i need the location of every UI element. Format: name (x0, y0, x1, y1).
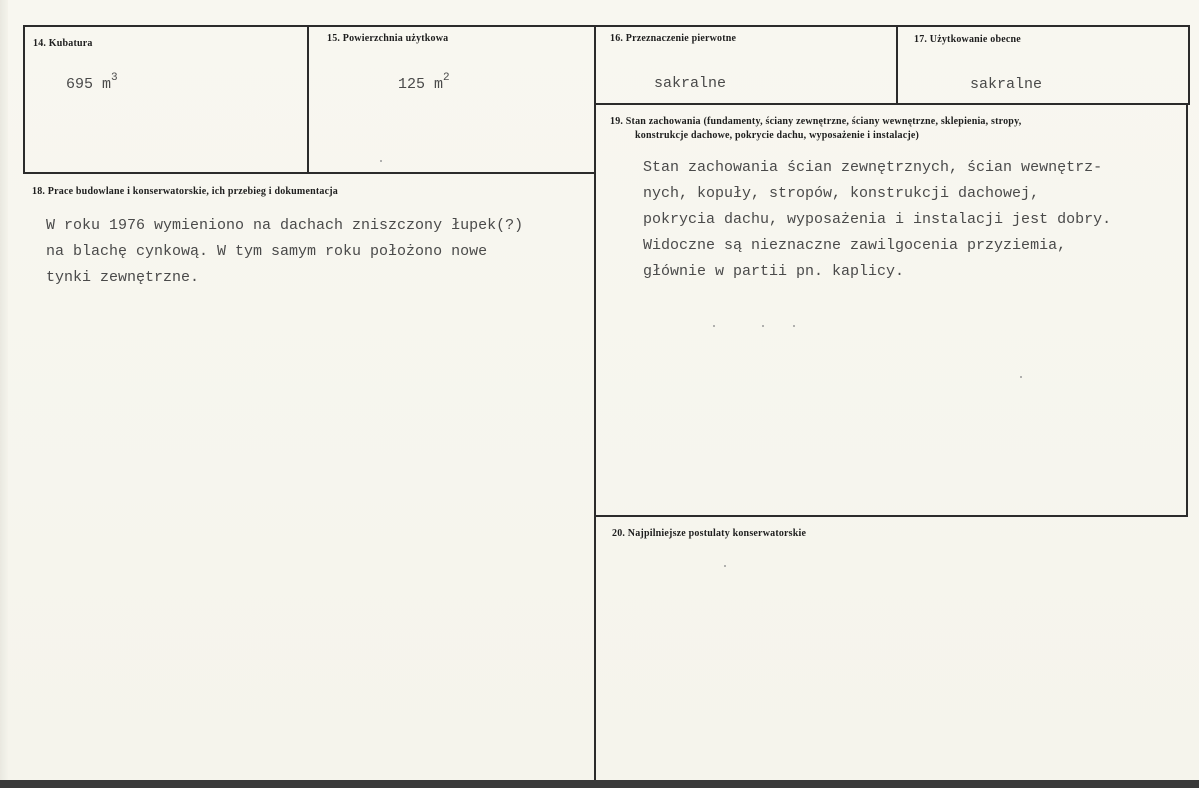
field-19-line: Widoczne są nieznaczne zawilgocenia przyziemia, (643, 237, 1067, 254)
sheet-bottom-edge (0, 780, 1199, 788)
field-18-text (46, 213, 523, 291)
field-20-label: 20. Najpilniejsze postulaty konserwatorskie (612, 528, 807, 539)
row-divider-left (24, 172, 596, 174)
field-18-line: tynki zewnętrzne. (46, 269, 200, 286)
column-divider-14-15 (307, 25, 309, 174)
field-17-value: sakralne (970, 76, 1043, 93)
field-19-line: pokrycia dachu, wyposażenia i instalacji jest dobry. (643, 211, 1112, 228)
field-14-exponent: 3 (111, 72, 118, 84)
field-19-line: nych, kopuły, stropów, konstrukcji dachowej, (643, 185, 1040, 202)
field-17-label: 17. Użytkowanie obecne (914, 34, 1021, 45)
row-divider-right-bottom (596, 515, 1188, 517)
row-divider-right-top (596, 103, 1190, 105)
paper-speck (713, 325, 715, 327)
field-15-value-text: 125 m (398, 76, 444, 93)
field-19-line: Stan zachowania ścian zewnętrznych, ścian wewnętrz- (643, 159, 1103, 176)
field-16-value: sakralne (654, 75, 727, 92)
paper-speck (724, 565, 726, 567)
field-18-label: 18. Prace budowlane i konserwatorskie, ich przebieg i dokumentacja (32, 186, 338, 197)
paper-speck (793, 325, 795, 327)
field-19-label-line1: 19. Stan zachowania (fundamenty, ściany zewnętrzne, ściany wewnętrzne, sklepienia, stropy, (610, 116, 1022, 127)
field-15-exponent: 2 (443, 72, 450, 84)
right-border-line-top (1188, 25, 1190, 105)
right-border-line-middle (1186, 103, 1188, 517)
field-18-line: na blachę cynkową. W tym samym roku położono nowe (46, 243, 488, 260)
sheet-left-shadow (0, 0, 8, 788)
field-14-label: 14. Kubatura (33, 38, 93, 49)
top-border-line (24, 25, 1190, 27)
field-14-value-text: 695 m (66, 76, 112, 93)
field-15-value (398, 74, 450, 93)
field-14-value (66, 74, 118, 93)
field-18-line: W roku 1976 wymieniono na dachach zniszczony łupek(?) (46, 217, 524, 234)
paper-speck (1020, 376, 1022, 378)
paper-speck (380, 160, 382, 162)
paper-speck (762, 325, 764, 327)
field-19-label-line2: konstrukcje dachowe, pokrycie dachu, wyposażenie i instalacje) (635, 130, 920, 141)
field-19-text (643, 155, 1111, 285)
left-border-line (23, 25, 25, 174)
field-16-label: 16. Przeznaczenie pierwotne (610, 33, 737, 44)
column-divider-main (594, 25, 596, 782)
field-19-line: głównie w partii pn. kaplicy. (643, 263, 905, 280)
column-divider-16-17 (896, 25, 898, 104)
field-15-label: 15. Powierzchnia użytkowa (327, 33, 449, 44)
